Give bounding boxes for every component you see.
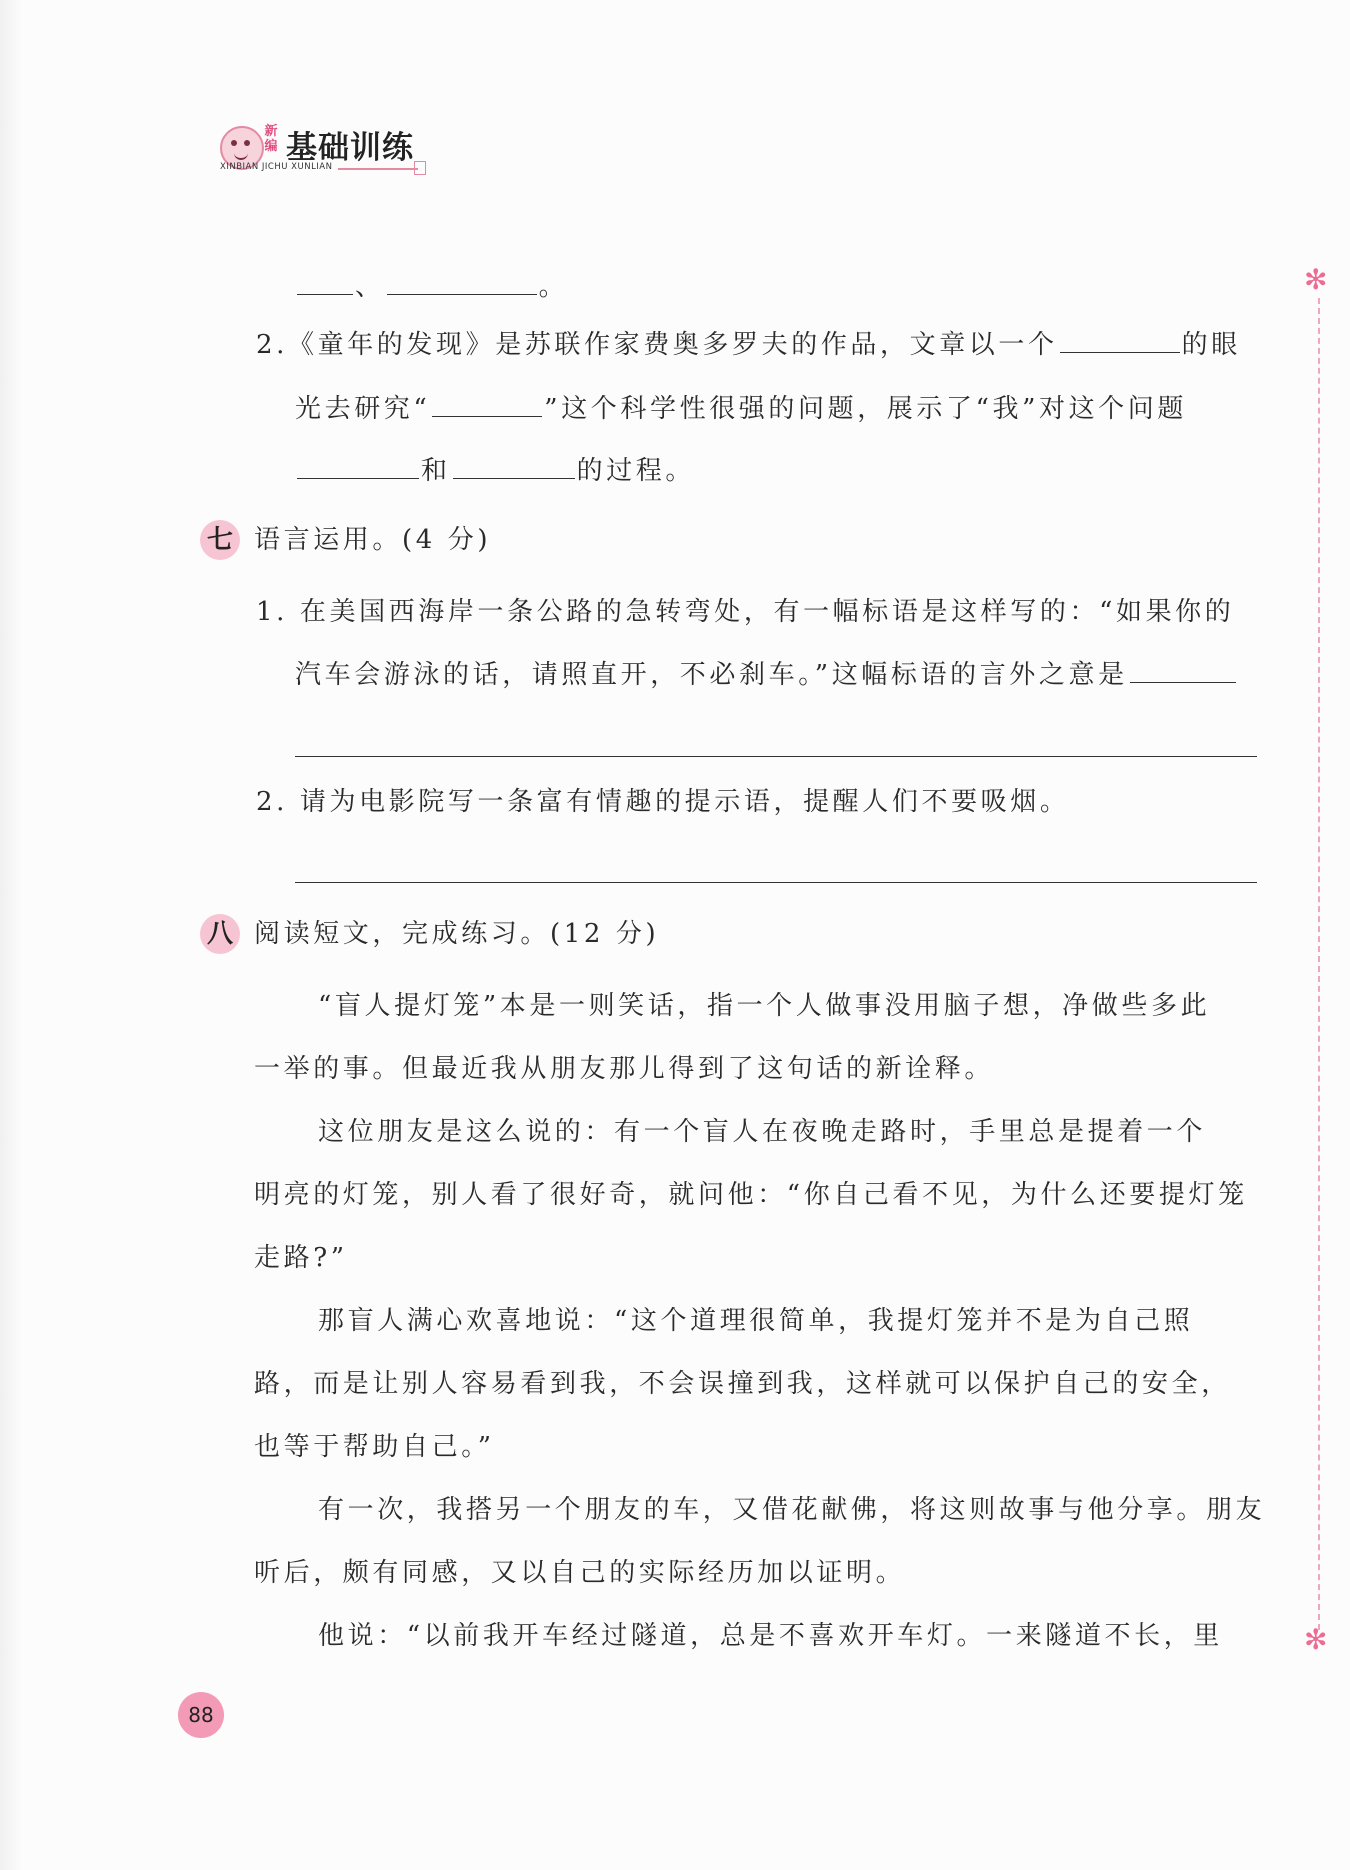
q6-2-line3 bbox=[295, 452, 695, 489]
passage-line: 这位朋友是这么说的：有一个盲人在夜晚走路时，手里总是提着一个 bbox=[318, 1117, 1207, 1147]
logo-title: 基础训练 bbox=[286, 130, 414, 166]
q6-2-line1 bbox=[256, 326, 1241, 363]
period-text: 。 bbox=[538, 272, 569, 302]
passage-line: 那盲人满心欢喜地说：“这个道理很简单，我提灯笼并不是为自己照 bbox=[318, 1306, 1194, 1336]
passage-line: 走路?” bbox=[254, 1243, 348, 1273]
section-title-7: 语言运用。(4 分) bbox=[254, 525, 492, 555]
q6-2-line2 bbox=[295, 390, 1187, 427]
passage-line: “盲人提灯笼”本是一则笑话，指一个人做事没用脑子想，净做些多此 bbox=[318, 991, 1211, 1021]
q7-1-text: 汽车会游泳的话，请照直开，不必刹车。”这幅标语的言外之意是 bbox=[295, 660, 1128, 690]
passage-line: 听后，颇有同感，又以自己的实际经历加以证明。 bbox=[254, 1558, 906, 1588]
star-icon-top: ✻ bbox=[1304, 263, 1328, 296]
answer-line[interactable] bbox=[295, 756, 1257, 757]
star-icon-bottom: ✻ bbox=[1304, 1623, 1328, 1656]
passage-line: 一举的事。但最近我从朋友那儿得到了这句话的新诠释。 bbox=[254, 1054, 995, 1084]
margin-dashed-line bbox=[1318, 298, 1320, 1630]
section-number-8: 八 bbox=[200, 914, 240, 954]
answer-blank[interactable] bbox=[1130, 656, 1236, 683]
q6-2-text: ”这个科学性很强的问题，展示了“我”对这个问题 bbox=[544, 394, 1187, 424]
answer-blank[interactable] bbox=[1060, 326, 1180, 353]
section-title-8: 阅读短文，完成练习。(12 分) bbox=[254, 919, 660, 949]
q7-2-line: 2. 请为电影院写一条富有情趣的提示语，提醒人们不要吸烟。 bbox=[256, 787, 1070, 817]
answer-blank[interactable] bbox=[297, 452, 419, 479]
logo-underline bbox=[338, 168, 418, 170]
q7-1-line1: 1. 在美国西海岸一条公路的急转弯处，有一幅标语是这样写的：“如果你的 bbox=[256, 597, 1235, 627]
logo-box-icon bbox=[414, 161, 426, 175]
q6-2-text: 的眼 bbox=[1181, 330, 1241, 360]
book-logo bbox=[220, 118, 420, 180]
logo-prefix: 新编 bbox=[264, 124, 278, 154]
passage-line: 路，而是让别人容易看到我，不会误撞到我，这样就可以保护自己的安全， bbox=[254, 1369, 1231, 1399]
q6-2-text: 光去研究“ bbox=[295, 394, 431, 424]
answer-line[interactable] bbox=[295, 882, 1257, 883]
passage-line: 他说：“以前我开车经过隧道，总是不喜欢开车灯。一来隧道不长，里 bbox=[318, 1621, 1223, 1651]
fill-line-continuation bbox=[295, 268, 568, 305]
q7-1-line2 bbox=[295, 656, 1238, 693]
q6-2-text: 2.《童年的发现》是苏联作家费奥多罗夫的作品，文章以一个 bbox=[256, 330, 1058, 360]
logo-pinyin: XINBIAN JICHU XUNLIAN bbox=[220, 162, 333, 172]
separator-text: 、 bbox=[355, 272, 385, 302]
answer-blank[interactable] bbox=[387, 268, 537, 295]
passage-line: 也等于帮助自己。” bbox=[254, 1432, 495, 1462]
answer-blank[interactable] bbox=[297, 268, 353, 295]
page-number: 88 bbox=[178, 1692, 224, 1738]
section-number-7: 七 bbox=[200, 520, 240, 560]
q6-2-text: 的过程。 bbox=[576, 456, 696, 486]
q6-2-text: 和 bbox=[421, 456, 451, 486]
passage-line: 明亮的灯笼，别人看了很好奇，就问他：“你自己看不见，为什么还要提灯笼 bbox=[254, 1180, 1248, 1210]
answer-blank[interactable] bbox=[432, 390, 542, 417]
answer-blank[interactable] bbox=[453, 452, 575, 479]
passage-line: 有一次，我搭另一个朋友的车，又借花献佛，将这则故事与他分享。朋友 bbox=[318, 1495, 1266, 1525]
